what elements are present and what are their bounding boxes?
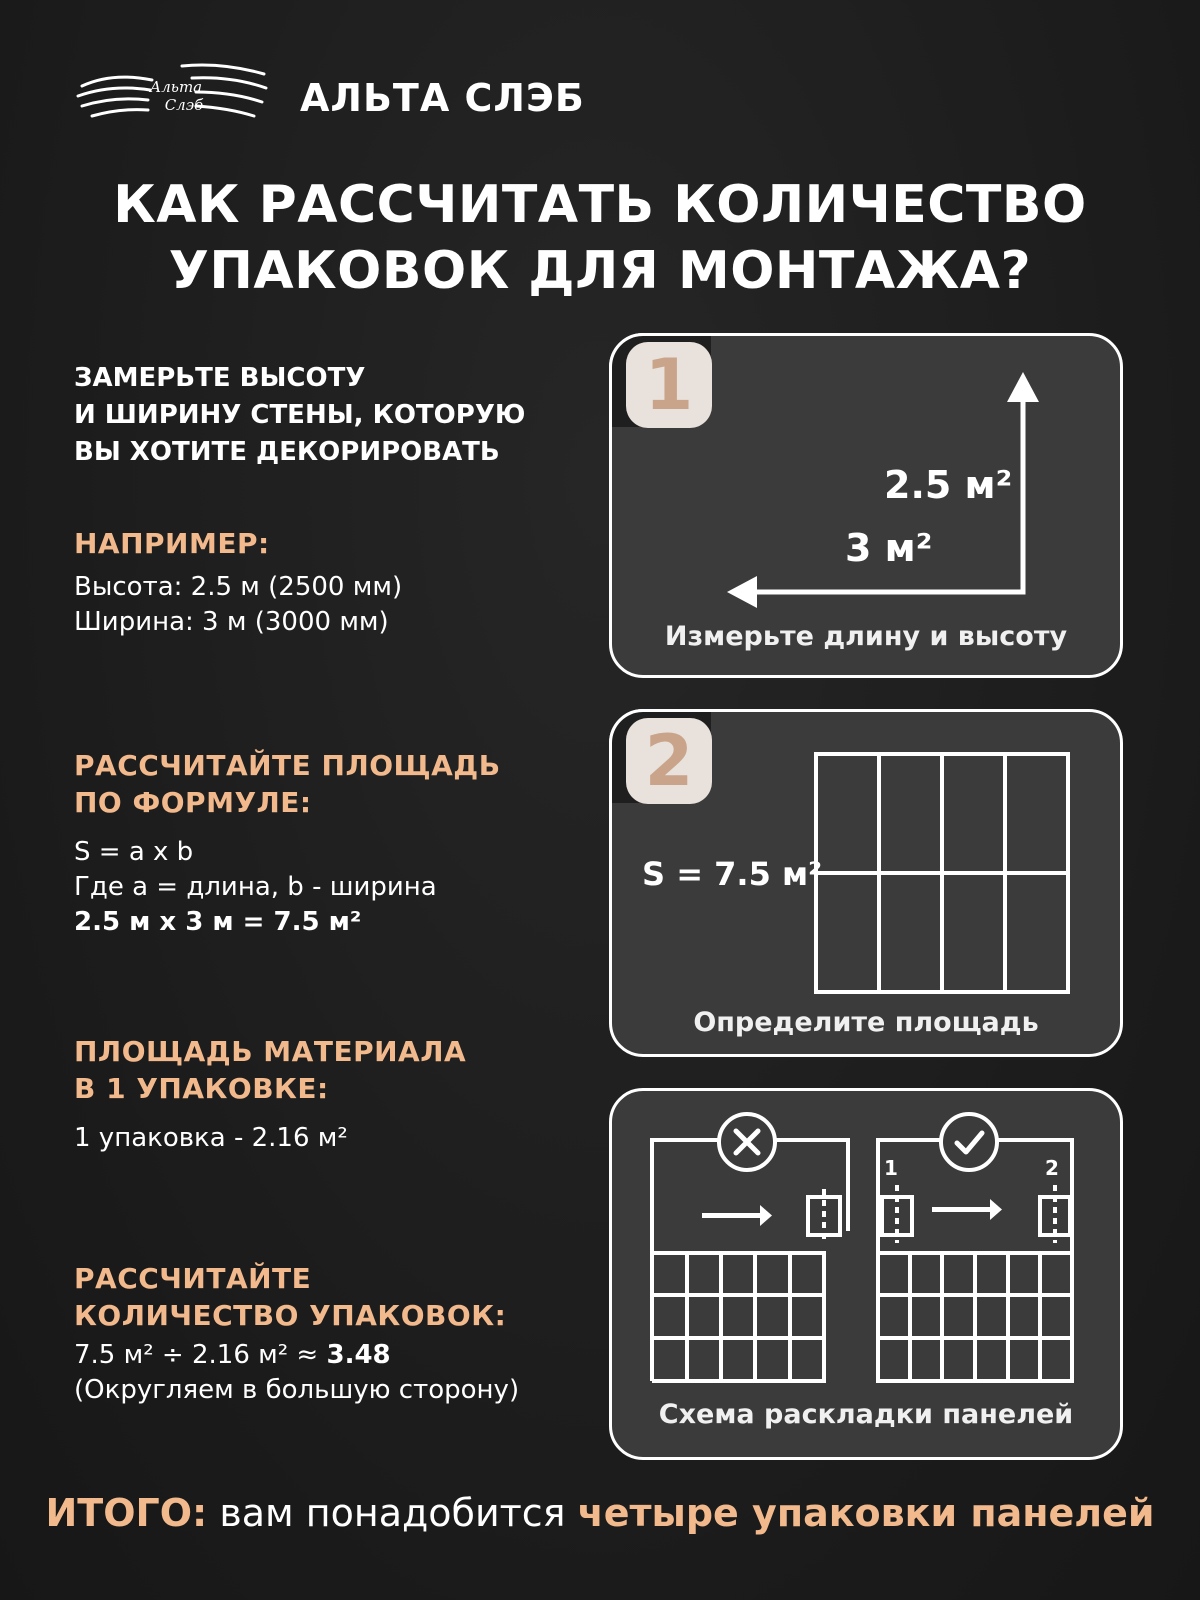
brand: [72, 58, 585, 128]
step-number-1: 1: [626, 342, 712, 428]
card-area: [609, 709, 1123, 1057]
marker-1: 1: [884, 1156, 898, 1180]
height-label: 2.5 м²: [884, 463, 1013, 507]
step1-line-2: И ШИРИНУ СТЕНЫ, КОТОРУЮ: [74, 400, 526, 430]
wrong-wall-outline: [652, 1140, 848, 1381]
check-icon: [941, 1114, 997, 1170]
wrong-panels-outline: [652, 1253, 824, 1381]
step1-instructions: [74, 360, 574, 471]
package-area-block: [74, 1033, 574, 1156]
card-layout-caption: Схема раскладки панелей: [658, 1399, 1074, 1430]
example-width: Ширина: 3 м (3000 мм): [74, 607, 389, 637]
count-block: [74, 1260, 574, 1408]
count-calc-result: 3.48: [326, 1340, 391, 1370]
package-area-heading-2: В 1 УПАКОВКЕ:: [74, 1072, 329, 1105]
arrow-right-line-2: [932, 1207, 992, 1212]
page-title-line-2: УПАКОВОК ДЛЯ МОНТАЖА?: [168, 241, 1032, 301]
brand-name: АЛЬТА СЛЭБ: [300, 76, 585, 120]
count-calc: [74, 1338, 574, 1373]
card-measure: [609, 333, 1123, 678]
arrow-right-line-1: [702, 1213, 762, 1218]
logo-script-1: Альта: [149, 78, 203, 96]
arrow-left-icon: [727, 576, 757, 608]
package-area-line: 1 упаковка - 2.16 м²: [74, 1123, 348, 1153]
card-area-caption: Определите площадь: [693, 1007, 1039, 1038]
total-summary: [0, 1491, 1200, 1535]
page-title: [0, 172, 1200, 304]
formula-line-3: 2.5 м x 3 м = 7.5 м²: [74, 907, 362, 937]
card-measure-caption: Измерьте длину и высоту: [664, 621, 1068, 652]
card-layout: [609, 1088, 1123, 1460]
total-label: ИТОГО:: [45, 1491, 208, 1535]
step1-line-1: ЗАМЕРЬТЕ ВЫСОТУ: [74, 363, 366, 393]
example-heading: НАПРИМЕР:: [74, 527, 270, 560]
count-heading-2: КОЛИЧЕСТВО УПАКОВОК:: [74, 1299, 507, 1332]
count-heading-1: РАССЧИТАЙТЕ: [74, 1262, 312, 1295]
total-middle: вам понадобится: [207, 1491, 578, 1535]
count-note: (Округляем в большую сторону): [74, 1375, 520, 1405]
step-number-2: 2: [626, 718, 712, 804]
package-area-heading-1: ПЛОЩАДЬ МАТЕРИАЛА: [74, 1035, 467, 1068]
wings-logo-icon: [72, 58, 272, 128]
example-block: [74, 525, 574, 640]
formula-block: [74, 747, 574, 940]
formula-line-1: S = a x b: [74, 837, 194, 867]
page-title-line-1: КАК РАССЧИТАТЬ КОЛИЧЕСТВО: [113, 175, 1087, 235]
logo-script-2: Слэб: [164, 96, 204, 114]
total-highlight: четыре упаковки панелей: [577, 1491, 1155, 1535]
count-calc-prefix: 7.5 м² ÷ 2.16 м² ≈: [74, 1340, 327, 1370]
arrow-right-icon: [990, 1199, 1002, 1220]
example-height: Высота: 2.5 м (2500 мм): [74, 572, 403, 602]
width-label: 3 м²: [845, 526, 933, 570]
step1-line-3: ВЫ ХОТИТЕ ДЕКОРИРОВАТЬ: [74, 437, 500, 467]
arrow-up-icon: [1007, 372, 1039, 402]
formula-heading-2: ПО ФОРМУЛЕ:: [74, 786, 312, 819]
formula-line-2: Где a = длина, b - ширина: [74, 872, 437, 902]
area-label: S = 7.5 м²: [642, 855, 823, 893]
arrow-right-icon: [760, 1205, 772, 1226]
marker-2: 2: [1045, 1156, 1059, 1180]
formula-heading-1: РАССЧИТАЙТЕ ПЛОЩАДЬ: [74, 749, 501, 782]
